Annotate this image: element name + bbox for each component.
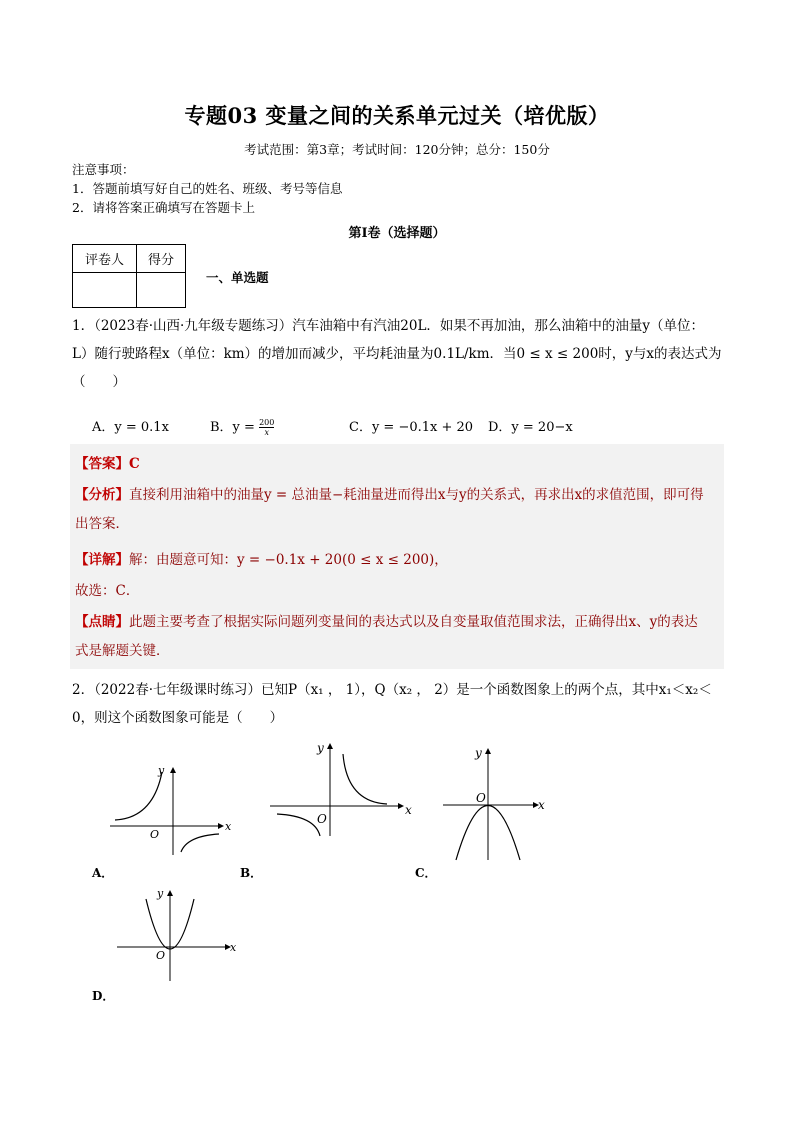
answer-value: C bbox=[129, 456, 140, 472]
graph-c bbox=[438, 745, 548, 865]
y-axis-label: y bbox=[158, 764, 165, 777]
analysis-block bbox=[75, 481, 721, 539]
detail-line bbox=[75, 546, 721, 575]
note-1: 1．答题前填写好自己的姓名、班级、考号等信息 bbox=[72, 181, 343, 196]
q1-option-b bbox=[210, 416, 274, 437]
q1-line-1: 1．（2023春·山西·九年级专题练习）汽车油箱中有汽油20L．如果不再加油，那么油箱中的油量y（单位： bbox=[72, 318, 705, 334]
q2-line-2: 0，则这个函数图象可能是（ ） bbox=[72, 710, 284, 726]
curve-branch-left bbox=[277, 814, 320, 836]
q1-option-c: C．y = −0.1x + 20 bbox=[349, 420, 474, 435]
origin-label: O bbox=[150, 828, 160, 841]
y-axis-label: y bbox=[157, 887, 164, 900]
q1-line-2: L）随行驶路程x（单位：km）的增加而减少，平均耗油量为0.1L/km．当0 ≤ x ≤ 200时，y与x的表达式为 bbox=[72, 346, 722, 362]
question-1 bbox=[72, 312, 724, 396]
choose-line: 故选：C． bbox=[75, 583, 140, 599]
note-2: 2．请将答案正确填写在答题卡上 bbox=[72, 200, 255, 215]
curve-branch-right bbox=[181, 834, 219, 852]
q1-option-b-numerator: 200 bbox=[259, 418, 275, 427]
answer-line bbox=[75, 450, 721, 479]
graph-a bbox=[105, 760, 235, 860]
score-col-reviewer: 评卷人 bbox=[73, 245, 137, 273]
x-axis-label: x bbox=[225, 820, 232, 833]
q1-line-3: （ ） bbox=[72, 374, 126, 390]
detail-tag: 【详解】 bbox=[75, 552, 129, 568]
graph-b-label: B． bbox=[240, 866, 263, 880]
comment-line-1: 此题主要考查了根据实际问题列变量间的表达式以及自变量取值范围求法，正确得出x、y的表达 bbox=[129, 614, 698, 630]
q1-option-b-label: B．y = bbox=[210, 420, 255, 435]
detail-text: 解：由题意可知：y = −0.1x + 20(0 ≤ x ≤ 200)， bbox=[129, 552, 448, 568]
q2-line-1: 2．（2022春·七年级课时练习）已知P（x₁ ， 1），Q（x₂ ， 2）是一个函数图象上的两个点，其中x₁＜x₂＜ bbox=[72, 682, 712, 698]
comment-line-2: 式是解题关键． bbox=[75, 643, 170, 659]
q1-option-b-denominator: x bbox=[264, 428, 269, 437]
x-axis-label: x bbox=[405, 803, 412, 817]
analysis-line-2: 出答案． bbox=[75, 516, 129, 532]
graph-a-label: A． bbox=[92, 866, 114, 880]
y-axis-label: y bbox=[475, 746, 482, 760]
volume-title: 第I卷（选择题） bbox=[348, 226, 446, 241]
x-axis-label: x bbox=[538, 798, 545, 812]
section-title: 一、单选题 bbox=[206, 270, 269, 285]
origin-label: O bbox=[156, 949, 166, 962]
exam-meta: 考试范围：第3章；考试时间：120分钟；总分：150分 bbox=[244, 142, 550, 157]
graph-c-label: C． bbox=[415, 866, 437, 880]
q1-option-d: D．y = 20−x bbox=[488, 420, 573, 435]
q1-option-a: A．y = 0.1x bbox=[92, 420, 169, 435]
curve-branch-left bbox=[115, 772, 162, 820]
comment-tag: 【点睛】 bbox=[75, 614, 129, 630]
score-col-score: 得分 bbox=[137, 245, 186, 273]
notes bbox=[72, 160, 342, 217]
score-cell-reviewer bbox=[73, 273, 137, 308]
analysis-tag: 【分析】 bbox=[75, 487, 129, 503]
question-2 bbox=[72, 676, 724, 732]
analysis-line-1: 直接利用油箱中的油量y = 总油量−耗油量进而得出x与y的关系式，再求出x的求值范围，即可得 bbox=[129, 487, 704, 503]
graph-b bbox=[265, 740, 415, 840]
graph-d-label: D． bbox=[92, 989, 115, 1003]
graph-d bbox=[112, 885, 242, 985]
origin-label: O bbox=[476, 791, 486, 805]
score-cell-score bbox=[137, 273, 186, 308]
answer-tag: 【答案】 bbox=[75, 456, 129, 472]
score-table bbox=[72, 244, 186, 308]
page-title: 专题03 变量之间的关系单元过关（培优版） bbox=[184, 103, 610, 128]
curve-branch-right bbox=[343, 754, 387, 804]
notes-title: 注意事项： bbox=[72, 162, 135, 177]
x-axis-label: x bbox=[230, 941, 237, 954]
comment-block bbox=[75, 608, 721, 666]
y-axis-label: y bbox=[317, 741, 324, 755]
origin-label: O bbox=[317, 812, 327, 826]
